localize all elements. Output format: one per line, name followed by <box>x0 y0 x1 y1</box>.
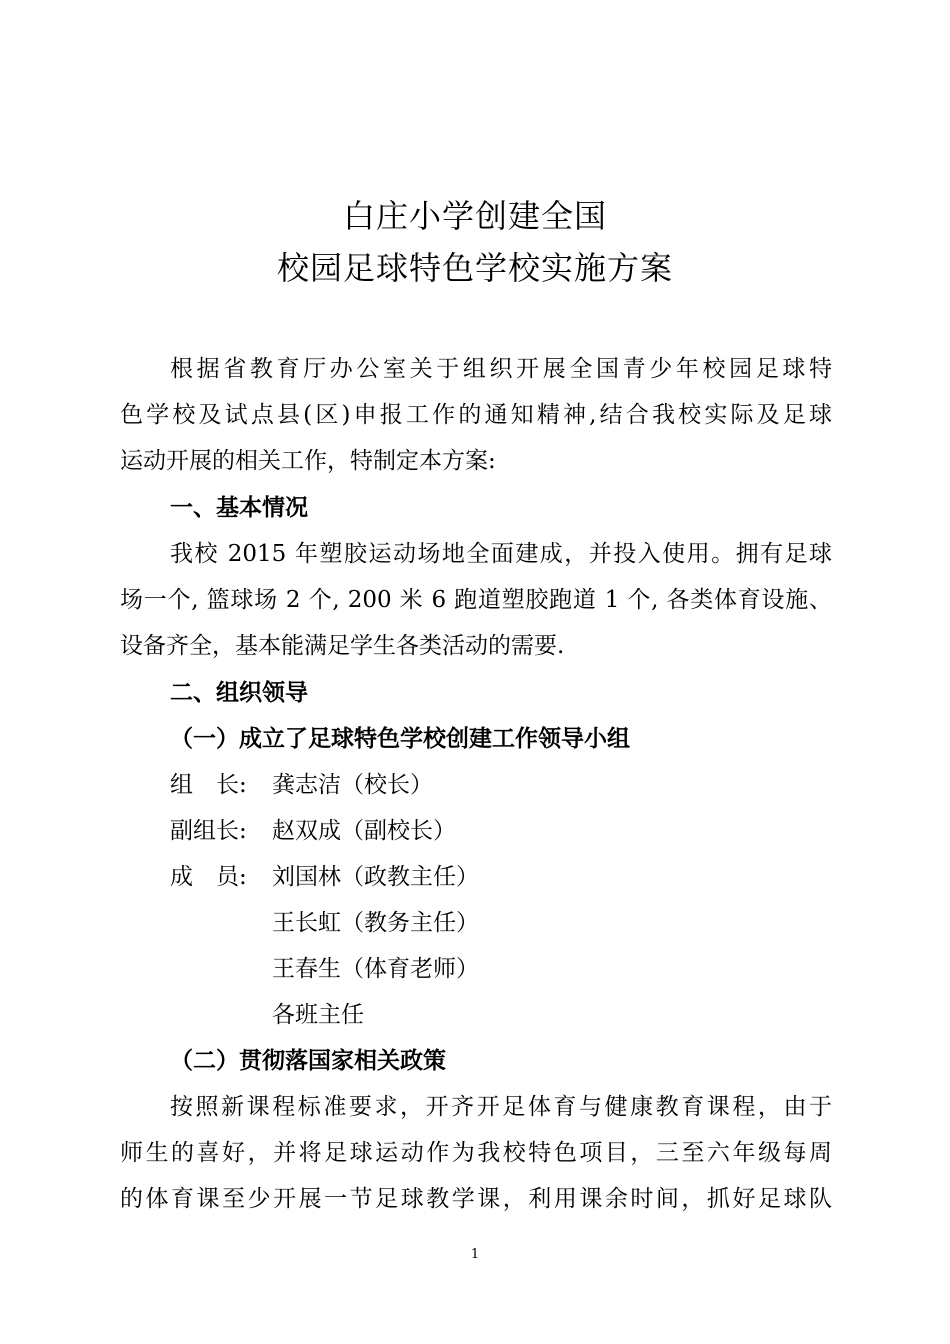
deputy-label: 副组长: <box>170 818 247 844</box>
section-1-heading: 一、基本情况 <box>170 494 308 521</box>
intro-line: 根据省教育厅办公室关于组织开展全国青少年校园足球特 <box>170 356 832 382</box>
intro-line: 色学校及试点县(区)申报工作的通知精神,结合我校实际及足球 <box>120 402 832 428</box>
members-label: 成 员: <box>170 864 247 890</box>
member-item: 刘国林（政教主任） <box>272 864 479 890</box>
subsection-1-heading: （一）成立了足球特色学校创建工作领导小组 <box>170 725 630 752</box>
policy-line: 按照新课程标准要求，开齐开足体育与健康教育课程，由于 <box>170 1094 832 1120</box>
policy-line: 师生的喜好，并将足球运动作为我校特色项目，三至六年级每周 <box>120 1140 832 1166</box>
section-2-heading: 二、组织领导 <box>170 679 308 706</box>
leader-name: 龚志洁（校长） <box>272 772 433 798</box>
subsection-2-heading: （二）贯彻落国家相关政策 <box>170 1047 446 1074</box>
document-title-line-2: 校园足球特色学校实施方案 <box>276 249 673 287</box>
member-item: 各班主任 <box>272 1002 364 1028</box>
intro-line: 运动开展的相关工作，特制定本方案: <box>120 448 496 474</box>
policy-line: 的体育课至少开展一节足球教学课，利用课余时间，抓好足球队 <box>120 1186 832 1212</box>
member-item: 王春生（体育老师） <box>272 956 479 982</box>
section-1-paragraph <box>120 531 832 669</box>
leader-label: 组 长: <box>170 772 247 798</box>
section-1-line: 设备齐全，基本能满足学生各类活动的需要. <box>120 633 565 659</box>
section-1-line: 场一个, 篮球场 2 个, 200 米 6 跑道塑胶跑道 1 个, 各类体育设施、 <box>120 587 832 613</box>
section-1-line: 我校 2015 年塑胶运动场地全面建成，并投入使用。拥有足球 <box>170 541 832 567</box>
member-item: 王长虹（教务主任） <box>272 910 479 936</box>
deputy-name: 赵双成（副校长） <box>272 818 456 844</box>
intro-paragraph <box>120 346 832 484</box>
policy-paragraph <box>120 1084 832 1222</box>
document-title-line-1: 白庄小学创建全国 <box>342 197 607 235</box>
page-number: 1 <box>470 1247 480 1262</box>
